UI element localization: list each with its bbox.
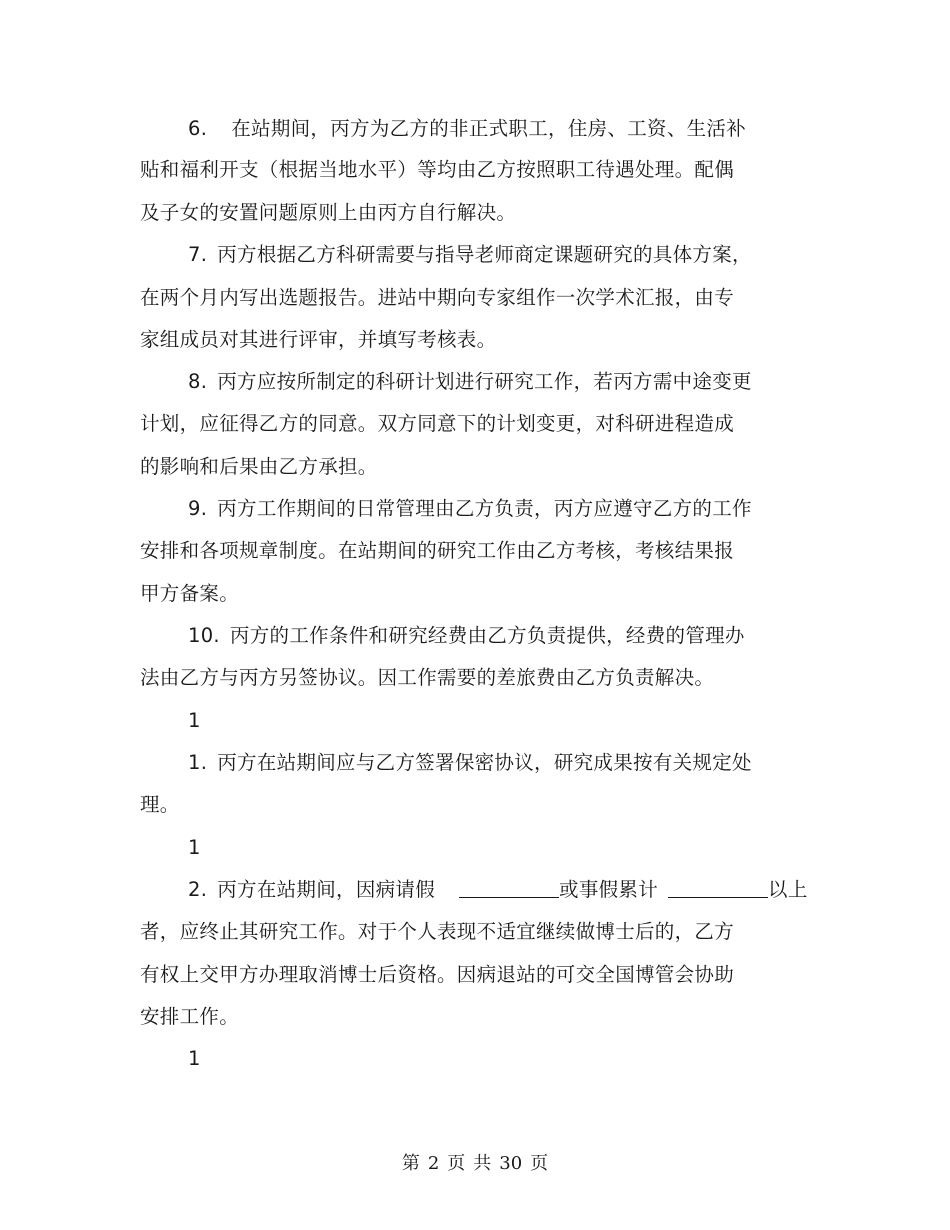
para-9-line-3: 甲方备案。 bbox=[140, 582, 240, 605]
para-10-number: 10. bbox=[188, 624, 220, 647]
section-marker-2: 1 bbox=[188, 836, 201, 859]
para-11-line-2: 理。 bbox=[140, 793, 180, 816]
para-11-text-1: 丙方在站期间应与乙方签署保密协议，研究成果按有关规定处 bbox=[217, 751, 752, 774]
para-11-number: 1. bbox=[188, 751, 208, 774]
section-marker-1: 1 bbox=[188, 709, 201, 732]
para-9-number: 9. bbox=[188, 497, 208, 520]
para-12-text-1c: 以上 bbox=[768, 878, 808, 901]
para-8-line-1 bbox=[188, 369, 752, 395]
para-12-line-3: 有权上交甲方办理取消博士后资格。因病退站的可交全国博管会协助 bbox=[140, 963, 735, 986]
footer-prefix: 第 bbox=[401, 1153, 420, 1174]
para-12-line-1 bbox=[188, 877, 808, 903]
para-9-text-1: 丙方工作期间的日常管理由乙方负责，丙方应遵守乙方的工作 bbox=[217, 497, 752, 520]
para-12-text-1b: 或事假累计 bbox=[559, 878, 659, 901]
personal-leave-blank bbox=[668, 877, 768, 898]
para-10-text-1: 丙方的工作条件和研究经费由乙方负责提供，经费的管理办 bbox=[229, 624, 745, 647]
para-8-number: 8. bbox=[188, 370, 208, 393]
para-7-line-1 bbox=[188, 242, 752, 268]
para-12-number: 2. bbox=[188, 878, 208, 901]
para-8-line-3: 的影响和后果由乙方承担。 bbox=[140, 455, 378, 478]
para-12-line-2: 者，应终止其研究工作。对于个人表现不适宜继续做博士后的，乙方 bbox=[140, 920, 735, 943]
footer-page-word: 页 bbox=[447, 1153, 466, 1174]
para-7-line-2: 在两个月内写出选题报告。进站中期向专家组作一次学术汇报，由专 bbox=[140, 286, 735, 309]
para-7-line-3: 家组成员对其进行评审，并填写考核表。 bbox=[140, 328, 497, 351]
footer-suffix: 页 bbox=[530, 1153, 549, 1174]
para-6-number: 6. bbox=[188, 117, 208, 140]
para-7-number: 7. bbox=[188, 243, 208, 266]
footer-total-pages: 30 bbox=[499, 1153, 523, 1174]
para-6-line-1 bbox=[188, 116, 746, 142]
para-10-line-1 bbox=[188, 623, 745, 649]
para-11-line-1 bbox=[188, 750, 752, 776]
para-6-line-3: 及子女的安置问题原则上由丙方自行解决。 bbox=[140, 201, 517, 224]
para-7-text-1: 丙方根据乙方科研需要与指导老师商定课题研究的具体方案， bbox=[217, 243, 752, 266]
sick-leave-blank bbox=[459, 877, 559, 898]
para-8-text-1: 丙方应按所制定的科研计划进行研究工作，若丙方需中途变更 bbox=[217, 370, 752, 393]
page-footer bbox=[0, 1152, 950, 1176]
footer-current-page: 2 bbox=[427, 1153, 440, 1174]
section-marker-3: 1 bbox=[188, 1047, 201, 1070]
para-9-line-1 bbox=[188, 496, 752, 522]
para-12-line-4: 安排工作。 bbox=[140, 1005, 240, 1028]
para-8-line-2: 计划，应征得乙方的同意。双方同意下的计划变更，对科研进程造成 bbox=[140, 412, 735, 435]
para-6-text-1: 在站期间，丙方为乙方的非正式职工，住房、工资、生活补 bbox=[231, 117, 747, 140]
para-6-line-2: 贴和福利开支（根据当地水平）等均由乙方按照职工待遇处理。配偶 bbox=[140, 158, 735, 181]
footer-total-word: 共 bbox=[473, 1153, 492, 1174]
para-10-line-2: 法由乙方与丙方另签协议。因工作需要的差旅费由乙方负责解决。 bbox=[140, 666, 715, 689]
para-12-text-1a: 丙方在站期间，因病请假 bbox=[217, 878, 436, 901]
para-9-line-2: 安排和各项规章制度。在站期间的研究工作由乙方考核，考核结果报 bbox=[140, 539, 735, 562]
